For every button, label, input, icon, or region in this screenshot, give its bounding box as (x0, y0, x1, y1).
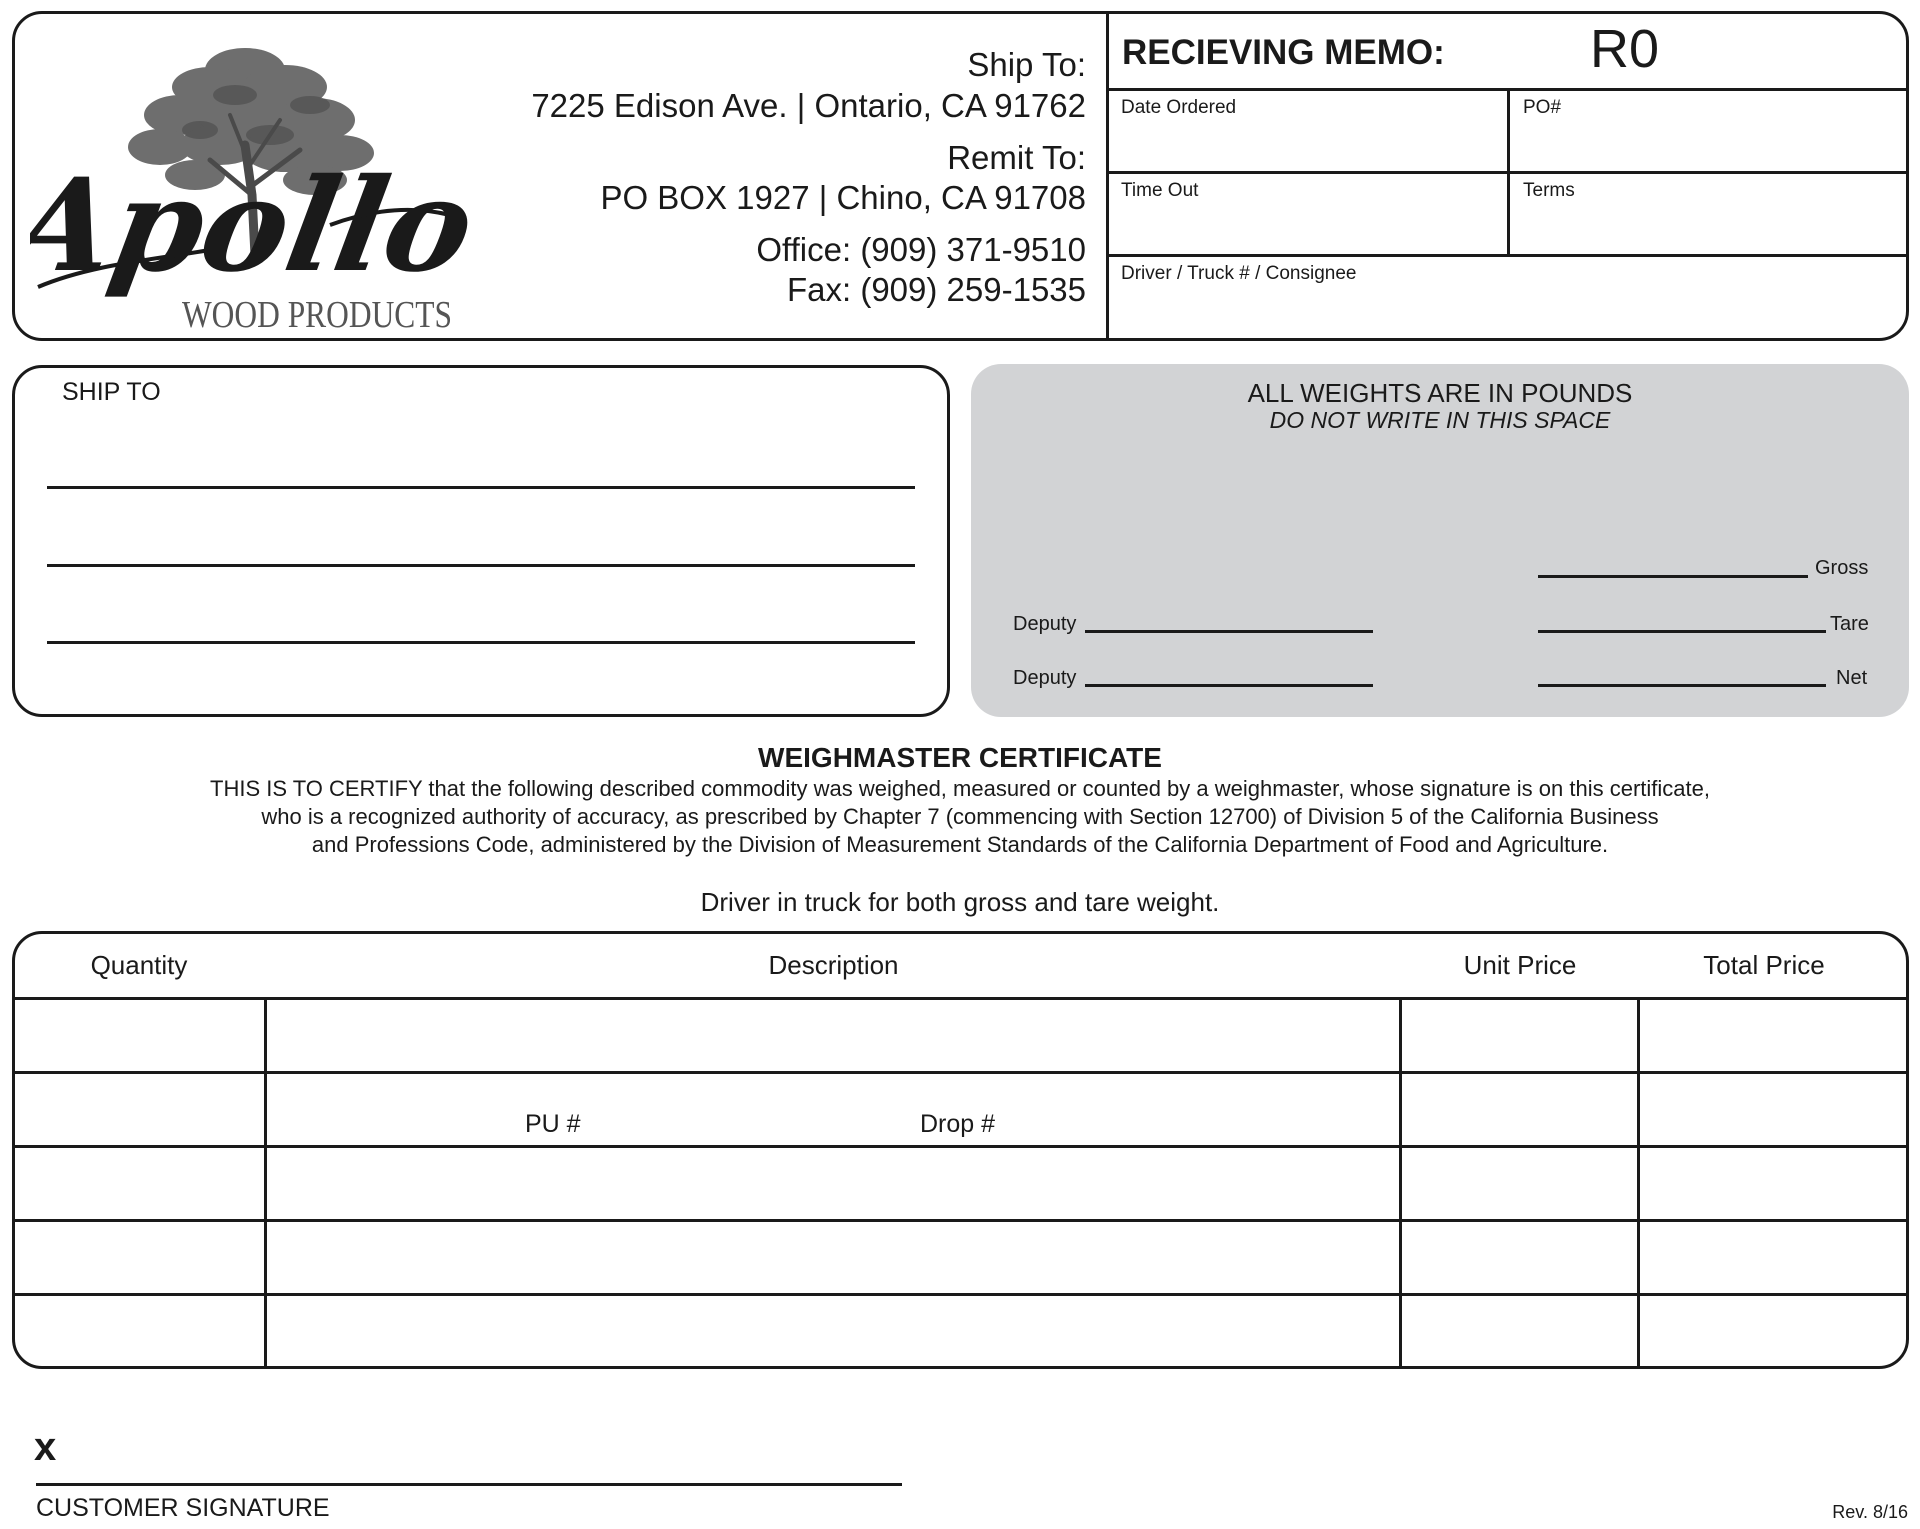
ship-to-line-2[interactable] (47, 564, 915, 567)
time-out-field[interactable]: Time Out (1121, 180, 1199, 201)
tare-line (1538, 630, 1826, 633)
gross-label: Gross (1815, 557, 1869, 579)
signature-line[interactable] (36, 1483, 902, 1486)
driver-note: Driver in truck for both gross and tare weight. (700, 887, 1220, 917)
terms-field[interactable]: Terms (1523, 180, 1575, 201)
date-ordered-field[interactable]: Date Ordered (1121, 97, 1237, 118)
revision-label: Rev. 8/16 (1832, 1502, 1908, 1522)
customer-signature-label: CUSTOMER SIGNATURE (36, 1494, 330, 1522)
company-logo (30, 25, 480, 335)
fax-number: Fax: (909) 259-1535 (786, 271, 1086, 308)
ship-to-line-1[interactable] (47, 486, 915, 489)
certificate-title: WEIGHMASTER CERTIFICATE (758, 742, 1162, 773)
po-field[interactable]: PO# (1523, 97, 1562, 118)
memo-column-divider (1507, 88, 1510, 257)
header-description: Description (768, 950, 899, 980)
table-row-rule-3 (12, 1219, 1909, 1222)
table-row[interactable] (267, 1000, 1399, 1071)
tree-logo-icon (30, 25, 480, 335)
table-row-rule-1 (12, 1071, 1909, 1074)
remit-to-heading: Remit To: (947, 139, 1086, 176)
weights-subtitle: DO NOT WRITE IN THIS SPACE (1269, 407, 1611, 433)
memo-number: R0 (1590, 19, 1660, 79)
ship-to-line-3[interactable] (47, 641, 915, 644)
drop-number-label: Drop # (920, 1110, 996, 1138)
net-line (1538, 684, 1826, 687)
remit-to-address: PO BOX 1927 | Chino, CA 91708 (600, 179, 1086, 216)
table-row[interactable] (15, 1000, 264, 1071)
header-unit-price: Unit Price (1463, 950, 1577, 980)
certificate-text-2: who is a recognized authority of accuracy, as prescribed by Chapter 7 (commencing with Section 12700) of Division 5 of the California Business (261, 804, 1659, 829)
office-phone: Office: (909) 371-9510 (756, 231, 1086, 268)
ship-to-label: SHIP TO (62, 378, 161, 406)
deputy-line-1 (1085, 630, 1373, 633)
driver-truck-consignee-field[interactable]: Driver / Truck # / Consignee (1121, 263, 1357, 284)
header-divider (1106, 11, 1109, 341)
certificate-text-3: and Professions Code, administered by the Division of Measurement Standards of the California Department of Food and Agriculture. (311, 832, 1609, 857)
header-total-price: Total Price (1703, 950, 1825, 980)
table-row-rule-2 (12, 1145, 1909, 1148)
pu-number-label: PU # (525, 1110, 581, 1138)
tare-label: Tare (1830, 613, 1869, 635)
header-quantity: Quantity (90, 950, 188, 980)
ship-to-panel (12, 365, 950, 717)
memo-title: RECIEVING MEMO: (1122, 33, 1445, 72)
ship-to-address: 7225 Edison Ave. | Ontario, CA 91762 (531, 87, 1086, 124)
deputy-line-2 (1085, 684, 1373, 687)
deputy-label-2: Deputy (1013, 667, 1077, 689)
table-column-rule-3 (1637, 997, 1640, 1369)
deputy-label-1: Deputy (1013, 613, 1077, 635)
signature-mark: x (34, 1425, 57, 1469)
gross-line (1538, 575, 1808, 578)
table-column-rule-2 (1399, 997, 1402, 1369)
weights-title: ALL WEIGHTS ARE IN POUNDS (1247, 378, 1633, 408)
logo-wordmark: Apollo (30, 150, 480, 301)
certificate-text-1: THIS IS TO CERTIFY that the following described commodity was weighed, measured or counted by a weighmaster, whose signature is on this certificate, (210, 776, 1710, 801)
ship-to-heading: Ship To: (967, 46, 1086, 83)
table-row-rule-4 (12, 1293, 1909, 1296)
logo-subtitle: WOOD PRODUCTS (182, 294, 452, 335)
net-label: Net (1836, 667, 1868, 689)
